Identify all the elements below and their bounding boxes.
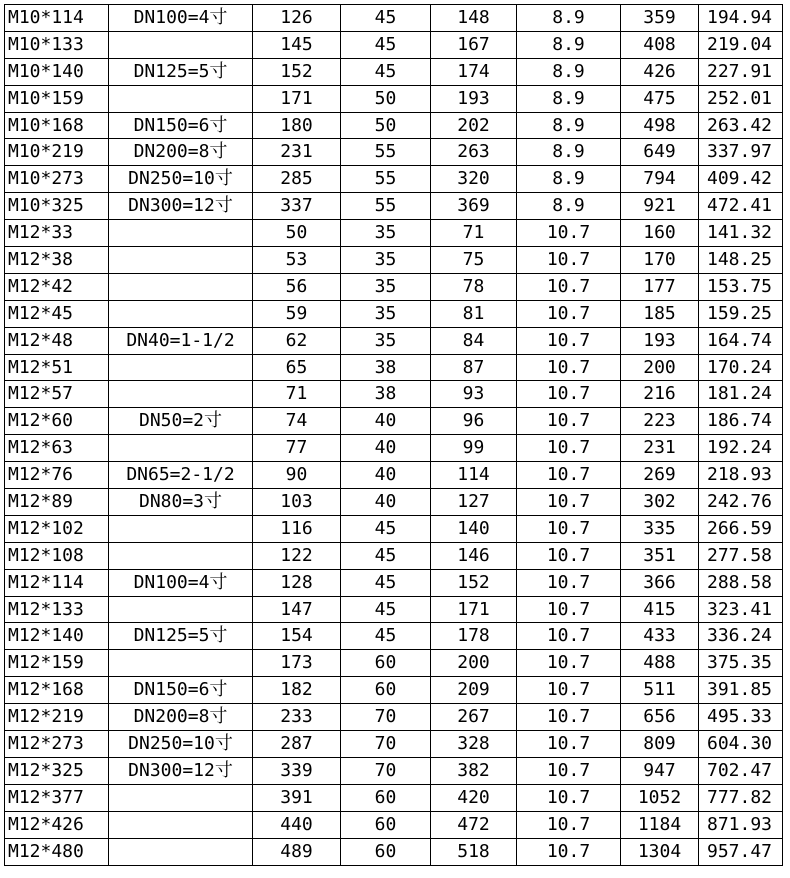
table-row bbox=[5, 193, 783, 220]
table-cell: 10.7 bbox=[517, 354, 621, 381]
table-cell: 320 bbox=[431, 166, 517, 193]
table-cell: 35 bbox=[341, 247, 431, 274]
table-cell: 182 bbox=[253, 677, 341, 704]
table-cell: 10.7 bbox=[517, 838, 621, 865]
table-cell: DN100=4寸 bbox=[109, 569, 253, 596]
table-row bbox=[5, 811, 783, 838]
table-cell: 10.7 bbox=[517, 650, 621, 677]
table-cell: 60 bbox=[341, 838, 431, 865]
table-cell: 70 bbox=[341, 731, 431, 758]
table-cell: 174 bbox=[431, 58, 517, 85]
table-row bbox=[5, 784, 783, 811]
table-cell: 181.24 bbox=[699, 381, 783, 408]
table-cell: 1184 bbox=[621, 811, 699, 838]
table-cell: 8.9 bbox=[517, 112, 621, 139]
table-cell: 146 bbox=[431, 542, 517, 569]
table-cell: 472.41 bbox=[699, 193, 783, 220]
table-cell bbox=[109, 811, 253, 838]
table-cell: 10.7 bbox=[517, 677, 621, 704]
table-row bbox=[5, 300, 783, 327]
table-cell: 287 bbox=[253, 731, 341, 758]
table-cell: DN125=5寸 bbox=[109, 58, 253, 85]
table-cell: DN150=6寸 bbox=[109, 677, 253, 704]
table-row bbox=[5, 5, 783, 32]
table-cell: 8.9 bbox=[517, 31, 621, 58]
table-cell: 231 bbox=[621, 435, 699, 462]
table-cell: 223 bbox=[621, 408, 699, 435]
table-cell: M10*168 bbox=[5, 112, 109, 139]
table-cell: 145 bbox=[253, 31, 341, 58]
table-row bbox=[5, 677, 783, 704]
table-cell: M12*33 bbox=[5, 220, 109, 247]
table-row bbox=[5, 623, 783, 650]
table-cell: DN250=10寸 bbox=[109, 166, 253, 193]
table-cell: 75 bbox=[431, 247, 517, 274]
table-cell: 337.97 bbox=[699, 139, 783, 166]
table-cell: 40 bbox=[341, 489, 431, 516]
table-cell: 65 bbox=[253, 354, 341, 381]
table-cell: M12*51 bbox=[5, 354, 109, 381]
table-cell: 233 bbox=[253, 704, 341, 731]
table-cell: M12*108 bbox=[5, 542, 109, 569]
table-cell: 8.9 bbox=[517, 58, 621, 85]
table-row bbox=[5, 838, 783, 865]
table-cell: 90 bbox=[253, 462, 341, 489]
table-cell: 71 bbox=[431, 220, 517, 247]
table-cell: 369 bbox=[431, 193, 517, 220]
table-cell: 180 bbox=[253, 112, 341, 139]
table-cell: 218.93 bbox=[699, 462, 783, 489]
table-row bbox=[5, 596, 783, 623]
table-cell: 216 bbox=[621, 381, 699, 408]
table-cell: DN200=8寸 bbox=[109, 139, 253, 166]
table-cell: 193 bbox=[621, 327, 699, 354]
table-cell: 77 bbox=[253, 435, 341, 462]
table-cell: 227.91 bbox=[699, 58, 783, 85]
table-cell: 336.24 bbox=[699, 623, 783, 650]
table-cell: 957.47 bbox=[699, 838, 783, 865]
table-cell: 55 bbox=[341, 166, 431, 193]
table-cell: DN100=4寸 bbox=[109, 5, 253, 32]
table-cell: 40 bbox=[341, 462, 431, 489]
table-cell: M12*45 bbox=[5, 300, 109, 327]
table-row bbox=[5, 704, 783, 731]
table-cell: 116 bbox=[253, 515, 341, 542]
table-cell bbox=[109, 542, 253, 569]
table-cell: 194.94 bbox=[699, 5, 783, 32]
table-cell: M12*38 bbox=[5, 247, 109, 274]
table-row bbox=[5, 757, 783, 784]
table-cell: 10.7 bbox=[517, 462, 621, 489]
table-cell: 185 bbox=[621, 300, 699, 327]
table-cell: 87 bbox=[431, 354, 517, 381]
table-cell: 126 bbox=[253, 5, 341, 32]
table-cell bbox=[109, 247, 253, 274]
table-cell: 335 bbox=[621, 515, 699, 542]
table-cell: M12*76 bbox=[5, 462, 109, 489]
table-cell: DN150=6寸 bbox=[109, 112, 253, 139]
table-cell: 8.9 bbox=[517, 139, 621, 166]
table-cell: 93 bbox=[431, 381, 517, 408]
table-cell: 50 bbox=[341, 112, 431, 139]
table-cell: 114 bbox=[431, 462, 517, 489]
table-row bbox=[5, 85, 783, 112]
table-cell: M12*426 bbox=[5, 811, 109, 838]
table-row bbox=[5, 462, 783, 489]
table-cell: M10*325 bbox=[5, 193, 109, 220]
spec-table bbox=[4, 4, 783, 866]
table-cell: 35 bbox=[341, 220, 431, 247]
table-row bbox=[5, 247, 783, 274]
table-cell: M12*159 bbox=[5, 650, 109, 677]
table-cell: 8.9 bbox=[517, 166, 621, 193]
table-cell: M12*60 bbox=[5, 408, 109, 435]
table-cell: 267 bbox=[431, 704, 517, 731]
table-cell bbox=[109, 300, 253, 327]
table-cell: M12*89 bbox=[5, 489, 109, 516]
table-cell: 10.7 bbox=[517, 381, 621, 408]
table-cell: 323.41 bbox=[699, 596, 783, 623]
table-cell: 10.7 bbox=[517, 784, 621, 811]
table-cell bbox=[109, 784, 253, 811]
table-cell: 302 bbox=[621, 489, 699, 516]
table-cell: 170 bbox=[621, 247, 699, 274]
table-cell: M10*273 bbox=[5, 166, 109, 193]
table-cell: 871.93 bbox=[699, 811, 783, 838]
table-cell: DN80=3寸 bbox=[109, 489, 253, 516]
table-cell: M12*133 bbox=[5, 596, 109, 623]
table-cell: DN65=2-1/2 bbox=[109, 462, 253, 489]
table-cell: 177 bbox=[621, 273, 699, 300]
table-row bbox=[5, 381, 783, 408]
table-cell: 59 bbox=[253, 300, 341, 327]
table-cell: 10.7 bbox=[517, 220, 621, 247]
table-cell: 359 bbox=[621, 5, 699, 32]
table-cell: M12*273 bbox=[5, 731, 109, 758]
table-cell: 809 bbox=[621, 731, 699, 758]
table-row bbox=[5, 489, 783, 516]
table-cell: M10*159 bbox=[5, 85, 109, 112]
table-cell: 10.7 bbox=[517, 704, 621, 731]
table-cell: 475 bbox=[621, 85, 699, 112]
table-row bbox=[5, 408, 783, 435]
table-row bbox=[5, 731, 783, 758]
table-cell: 10.7 bbox=[517, 731, 621, 758]
table-cell: 10.7 bbox=[517, 757, 621, 784]
table-cell: 495.33 bbox=[699, 704, 783, 731]
table-cell bbox=[109, 435, 253, 462]
table-cell: 53 bbox=[253, 247, 341, 274]
table-cell: 35 bbox=[341, 300, 431, 327]
table-row bbox=[5, 327, 783, 354]
table-cell: 794 bbox=[621, 166, 699, 193]
table-cell: 60 bbox=[341, 784, 431, 811]
table-cell: 99 bbox=[431, 435, 517, 462]
table-cell: 60 bbox=[341, 650, 431, 677]
table-cell: 45 bbox=[341, 58, 431, 85]
table-cell: 40 bbox=[341, 435, 431, 462]
table-cell: 777.82 bbox=[699, 784, 783, 811]
table-cell: 178 bbox=[431, 623, 517, 650]
table-cell: 74 bbox=[253, 408, 341, 435]
table-cell: 202 bbox=[431, 112, 517, 139]
table-cell: 426 bbox=[621, 58, 699, 85]
table-cell: 55 bbox=[341, 193, 431, 220]
table-cell: 649 bbox=[621, 139, 699, 166]
table-cell: M12*168 bbox=[5, 677, 109, 704]
table-cell: DN250=10寸 bbox=[109, 731, 253, 758]
table-cell: 96 bbox=[431, 408, 517, 435]
table-cell: 921 bbox=[621, 193, 699, 220]
table-cell: DN125=5寸 bbox=[109, 623, 253, 650]
table-cell: 420 bbox=[431, 784, 517, 811]
table-cell: 84 bbox=[431, 327, 517, 354]
table-cell: 263.42 bbox=[699, 112, 783, 139]
table-cell: 382 bbox=[431, 757, 517, 784]
table-cell: 70 bbox=[341, 757, 431, 784]
table-cell: 339 bbox=[253, 757, 341, 784]
table-cell: 489 bbox=[253, 838, 341, 865]
table-cell: 173 bbox=[253, 650, 341, 677]
table-cell: DN300=12寸 bbox=[109, 193, 253, 220]
table-cell: 285 bbox=[253, 166, 341, 193]
table-cell bbox=[109, 220, 253, 247]
table-cell: 200 bbox=[621, 354, 699, 381]
table-cell: 62 bbox=[253, 327, 341, 354]
table-cell: 128 bbox=[253, 569, 341, 596]
table-cell: 209 bbox=[431, 677, 517, 704]
table-cell: M12*57 bbox=[5, 381, 109, 408]
table-cell bbox=[109, 381, 253, 408]
table-cell: 159.25 bbox=[699, 300, 783, 327]
table-cell: 147 bbox=[253, 596, 341, 623]
table-cell: 50 bbox=[253, 220, 341, 247]
table-cell: 10.7 bbox=[517, 300, 621, 327]
table-row bbox=[5, 220, 783, 247]
table-cell: 242.76 bbox=[699, 489, 783, 516]
table-cell: 192.24 bbox=[699, 435, 783, 462]
table-cell bbox=[109, 515, 253, 542]
table-cell: 8.9 bbox=[517, 193, 621, 220]
table-cell: 288.58 bbox=[699, 569, 783, 596]
table-cell bbox=[109, 838, 253, 865]
table-cell: 488 bbox=[621, 650, 699, 677]
table-row bbox=[5, 166, 783, 193]
table-cell: 366 bbox=[621, 569, 699, 596]
table-cell: 38 bbox=[341, 381, 431, 408]
table-cell: 472 bbox=[431, 811, 517, 838]
table-cell: 433 bbox=[621, 623, 699, 650]
table-cell: M12*140 bbox=[5, 623, 109, 650]
table-cell: 200 bbox=[431, 650, 517, 677]
table-cell bbox=[109, 650, 253, 677]
table-cell: 391.85 bbox=[699, 677, 783, 704]
table-cell: 10.7 bbox=[517, 247, 621, 274]
table-cell: 56 bbox=[253, 273, 341, 300]
table-cell: 10.7 bbox=[517, 273, 621, 300]
table-cell: 170.24 bbox=[699, 354, 783, 381]
table-cell: M12*219 bbox=[5, 704, 109, 731]
table-cell: 10.7 bbox=[517, 435, 621, 462]
table-cell: 70 bbox=[341, 704, 431, 731]
table-cell: 40 bbox=[341, 408, 431, 435]
table-cell: M10*133 bbox=[5, 31, 109, 58]
table-cell: 10.7 bbox=[517, 596, 621, 623]
table-cell: 10.7 bbox=[517, 623, 621, 650]
table-cell: M10*114 bbox=[5, 5, 109, 32]
table-cell: 148 bbox=[431, 5, 517, 32]
table-cell: 518 bbox=[431, 838, 517, 865]
table-cell bbox=[109, 354, 253, 381]
table-cell: 122 bbox=[253, 542, 341, 569]
table-cell: 375.35 bbox=[699, 650, 783, 677]
table-cell: 45 bbox=[341, 31, 431, 58]
table-row bbox=[5, 569, 783, 596]
table-cell: M12*325 bbox=[5, 757, 109, 784]
table-cell: 10.7 bbox=[517, 542, 621, 569]
table-cell: 148.25 bbox=[699, 247, 783, 274]
table-row bbox=[5, 542, 783, 569]
table-cell: 10.7 bbox=[517, 569, 621, 596]
table-row bbox=[5, 139, 783, 166]
table-cell: 947 bbox=[621, 757, 699, 784]
table-cell: 10.7 bbox=[517, 515, 621, 542]
table-cell: 160 bbox=[621, 220, 699, 247]
table-cell: 415 bbox=[621, 596, 699, 623]
table-row bbox=[5, 58, 783, 85]
table-cell: 167 bbox=[431, 31, 517, 58]
table-cell: 38 bbox=[341, 354, 431, 381]
table-cell: 60 bbox=[341, 677, 431, 704]
table-cell: 35 bbox=[341, 273, 431, 300]
table-row bbox=[5, 31, 783, 58]
table-cell: 10.7 bbox=[517, 327, 621, 354]
table-cell: 604.30 bbox=[699, 731, 783, 758]
table-cell: M10*140 bbox=[5, 58, 109, 85]
table-cell: 269 bbox=[621, 462, 699, 489]
table-cell: M12*42 bbox=[5, 273, 109, 300]
table-cell: 498 bbox=[621, 112, 699, 139]
table-cell: 1052 bbox=[621, 784, 699, 811]
table-cell bbox=[109, 31, 253, 58]
table-cell: 10.7 bbox=[517, 408, 621, 435]
table-cell: 511 bbox=[621, 677, 699, 704]
table-cell: 252.01 bbox=[699, 85, 783, 112]
table-cell: 8.9 bbox=[517, 85, 621, 112]
table-cell: 45 bbox=[341, 569, 431, 596]
table-row bbox=[5, 515, 783, 542]
table-cell: 78 bbox=[431, 273, 517, 300]
table-cell: 391 bbox=[253, 784, 341, 811]
table-cell: 127 bbox=[431, 489, 517, 516]
table-cell: 1304 bbox=[621, 838, 699, 865]
table-cell: M12*63 bbox=[5, 435, 109, 462]
table-cell: DN50=2寸 bbox=[109, 408, 253, 435]
table-cell: 152 bbox=[253, 58, 341, 85]
table-cell: 277.58 bbox=[699, 542, 783, 569]
table-cell: 656 bbox=[621, 704, 699, 731]
table-cell: 103 bbox=[253, 489, 341, 516]
table-cell: 164.74 bbox=[699, 327, 783, 354]
table-cell: M12*480 bbox=[5, 838, 109, 865]
table-cell: 8.9 bbox=[517, 5, 621, 32]
table-row bbox=[5, 435, 783, 462]
table-cell: 10.7 bbox=[517, 489, 621, 516]
table-cell: M10*219 bbox=[5, 139, 109, 166]
table-cell: 171 bbox=[253, 85, 341, 112]
table-cell bbox=[109, 596, 253, 623]
table-row bbox=[5, 650, 783, 677]
table-cell bbox=[109, 273, 253, 300]
table-cell bbox=[109, 85, 253, 112]
table-cell: 45 bbox=[341, 623, 431, 650]
table-cell: 152 bbox=[431, 569, 517, 596]
table-cell: 409.42 bbox=[699, 166, 783, 193]
table-cell: 171 bbox=[431, 596, 517, 623]
table-cell: DN300=12寸 bbox=[109, 757, 253, 784]
table-cell: 50 bbox=[341, 85, 431, 112]
table-cell: 702.47 bbox=[699, 757, 783, 784]
table-row bbox=[5, 112, 783, 139]
table-cell: 440 bbox=[253, 811, 341, 838]
table-cell: 154 bbox=[253, 623, 341, 650]
table-cell: 337 bbox=[253, 193, 341, 220]
table-cell: DN40=1-1/2 bbox=[109, 327, 253, 354]
table-cell: 266.59 bbox=[699, 515, 783, 542]
table-cell: 60 bbox=[341, 811, 431, 838]
table-cell: 263 bbox=[431, 139, 517, 166]
table-cell: M12*114 bbox=[5, 569, 109, 596]
table-cell: 45 bbox=[341, 542, 431, 569]
table-cell: 35 bbox=[341, 327, 431, 354]
table-cell: 81 bbox=[431, 300, 517, 327]
table-row bbox=[5, 273, 783, 300]
table-cell: 193 bbox=[431, 85, 517, 112]
table-cell: 55 bbox=[341, 139, 431, 166]
table-cell: 45 bbox=[341, 515, 431, 542]
table-cell: 351 bbox=[621, 542, 699, 569]
table-row bbox=[5, 354, 783, 381]
table-cell: DN200=8寸 bbox=[109, 704, 253, 731]
spec-table-body bbox=[5, 5, 783, 866]
table-cell: 328 bbox=[431, 731, 517, 758]
table-cell: 141.32 bbox=[699, 220, 783, 247]
table-cell: 219.04 bbox=[699, 31, 783, 58]
table-cell: 45 bbox=[341, 596, 431, 623]
table-cell: M12*48 bbox=[5, 327, 109, 354]
table-cell: 140 bbox=[431, 515, 517, 542]
table-cell: M12*377 bbox=[5, 784, 109, 811]
table-cell: M12*102 bbox=[5, 515, 109, 542]
table-cell: 408 bbox=[621, 31, 699, 58]
table-cell: 231 bbox=[253, 139, 341, 166]
table-cell: 45 bbox=[341, 5, 431, 32]
table-cell: 186.74 bbox=[699, 408, 783, 435]
table-cell: 71 bbox=[253, 381, 341, 408]
table-cell: 153.75 bbox=[699, 273, 783, 300]
table-cell: 10.7 bbox=[517, 811, 621, 838]
